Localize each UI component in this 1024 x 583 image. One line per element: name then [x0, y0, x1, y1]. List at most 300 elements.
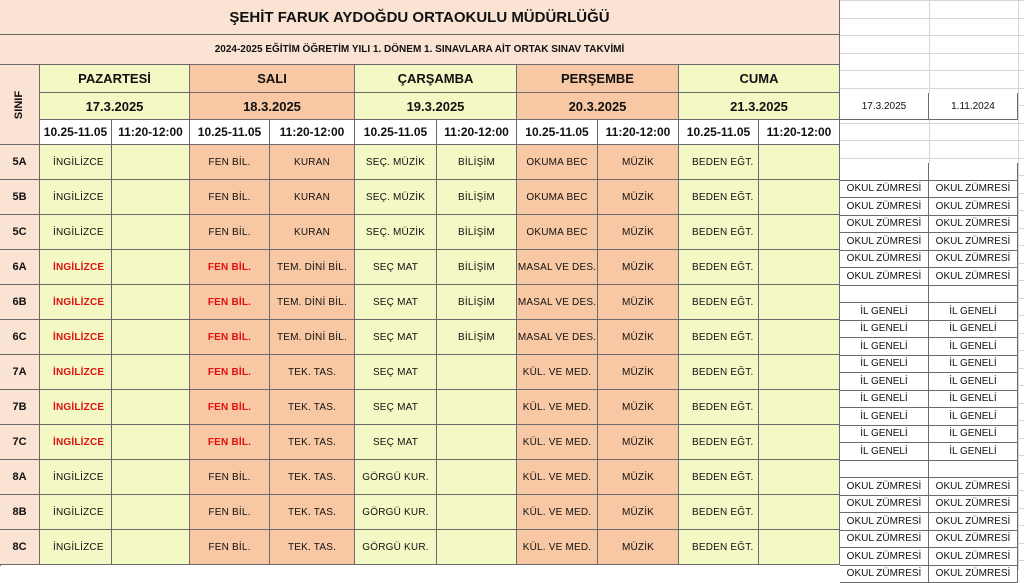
class-label-text: 5C — [12, 226, 26, 238]
time-slot-2-0 — [355, 120, 437, 145]
exam-cell-text: MÜZİK — [622, 332, 654, 343]
exam-cell — [190, 425, 270, 460]
exam-cell-text: MASAL VE DES. — [518, 332, 596, 343]
exam-cell-text: KURAN — [294, 157, 330, 168]
exam-cell-text: SEÇ. MÜZİK — [366, 192, 425, 203]
exam-cell — [270, 285, 355, 320]
exam-cell — [598, 390, 679, 425]
time-slot-4-1 — [759, 120, 840, 145]
exam-cell — [40, 355, 112, 390]
status-cell — [840, 321, 929, 339]
exam-cell-text: MÜZİK — [622, 227, 654, 238]
status-cell — [929, 513, 1018, 531]
status-cell — [840, 461, 929, 479]
status-cell-text: OKUL ZÜMRESİ — [847, 183, 922, 194]
exam-cell-text: SEÇ MAT — [373, 437, 418, 448]
time-slot-1-0-text: 10.25-11.05 — [198, 125, 261, 139]
exam-cell — [40, 495, 112, 530]
exam-cell-text: İNGİLİZCE — [53, 542, 104, 553]
gridline — [840, 88, 1024, 89]
exam-cell-text: BEDEN EĞT. — [692, 157, 753, 168]
gridline — [840, 70, 1024, 71]
status-cell-text: İL GENELİ — [949, 323, 996, 334]
status-cell — [840, 391, 929, 409]
exam-cell — [112, 460, 190, 495]
exam-cell — [437, 355, 517, 390]
status-cell — [929, 443, 1018, 461]
exam-cell — [112, 530, 190, 565]
date-header-1 — [190, 93, 355, 120]
date-header-0 — [40, 93, 190, 120]
exam-cell-text: KÜL. VE MED. — [523, 472, 592, 483]
day-header-1 — [190, 65, 355, 93]
exam-cell-text: BEDEN EĞT. — [692, 437, 753, 448]
exam-cell — [759, 145, 840, 180]
status-cell — [840, 548, 929, 566]
status-cell-text: OKUL ZÜMRESİ — [936, 218, 1011, 229]
status-cell — [840, 531, 929, 549]
exam-cell — [517, 215, 598, 250]
status-cell-text: İL GENELİ — [860, 428, 907, 439]
status-cell-text: OKUL ZÜMRESİ — [847, 533, 922, 544]
exam-cell-text: MÜZİK — [622, 472, 654, 483]
exam-cell — [517, 285, 598, 320]
exam-cell-text: BİLİŞİM — [458, 157, 495, 168]
status-cell-text: İL GENELİ — [949, 393, 996, 404]
exam-cell — [355, 390, 437, 425]
exam-cell-text: BİLİŞİM — [458, 332, 495, 343]
exam-cell-text: İNGİLİZCE — [53, 227, 104, 238]
exam-cell — [517, 355, 598, 390]
time-slot-2-0-text: 10.25-11.05 — [364, 125, 427, 139]
status-cell-text: OKUL ZÜMRESİ — [847, 201, 922, 212]
exam-cell — [517, 495, 598, 530]
status-cell — [840, 373, 929, 391]
status-cell-text: OKUL ZÜMRESİ — [847, 481, 922, 492]
exam-cell — [679, 215, 759, 250]
exam-cell-text: GÖRGÜ KUR. — [362, 472, 428, 483]
time-slot-0-1 — [112, 120, 190, 145]
status-cell-text: İL GENELİ — [860, 306, 907, 317]
exam-cell — [679, 530, 759, 565]
date-header-1-text: 18.3.2025 — [243, 99, 301, 114]
exam-cell-text: FEN BİL. — [208, 542, 250, 553]
exam-cell — [270, 180, 355, 215]
exam-cell-text: MÜZİK — [622, 157, 654, 168]
date-header-0-text: 17.3.2025 — [86, 99, 144, 114]
exam-cell-text: TEM. DİNİ BİL. — [277, 297, 347, 308]
exam-cell — [679, 495, 759, 530]
exam-cell-text: TEK. TAS. — [288, 472, 336, 483]
status-cell-text: OKUL ZÜMRESİ — [847, 516, 922, 527]
status-cell — [840, 338, 929, 356]
exam-cell — [437, 320, 517, 355]
status-cell — [929, 251, 1018, 269]
class-label-text: 7B — [12, 401, 26, 413]
exam-cell — [759, 250, 840, 285]
time-slot-4-0 — [679, 120, 759, 145]
status-cell — [840, 513, 929, 531]
exam-cell-text: MÜZİK — [622, 262, 654, 273]
exam-cell — [517, 145, 598, 180]
status-cell — [840, 286, 929, 304]
status-cell-text: İL GENELİ — [860, 446, 907, 457]
status-cell — [929, 233, 1018, 251]
exam-cell — [190, 180, 270, 215]
exam-cell-text: İNGİLİZCE — [53, 437, 104, 448]
status-cell — [929, 426, 1018, 444]
status-cell — [840, 566, 929, 583]
status-cell-text: İL GENELİ — [860, 323, 907, 334]
exam-cell — [190, 495, 270, 530]
exam-cell-text: İNGİLİZCE — [53, 192, 104, 203]
exam-cell-text: SEÇ MAT — [373, 332, 418, 343]
status-cell — [929, 356, 1018, 374]
exam-cell-text: BEDEN EĞT. — [692, 227, 753, 238]
exam-cell — [190, 145, 270, 180]
exam-cell — [355, 285, 437, 320]
exam-cell-text: KÜL. VE MED. — [523, 402, 592, 413]
class-label-text: 8A — [12, 471, 26, 483]
exam-cell-text: KÜL. VE MED. — [523, 437, 592, 448]
status-cell-text: İL GENELİ — [949, 358, 996, 369]
class-label-text: 8C — [12, 541, 26, 553]
exam-cell — [355, 320, 437, 355]
exam-cell — [270, 530, 355, 565]
exam-cell-text: SEÇ MAT — [373, 262, 418, 273]
exam-cell-text: BEDEN EĞT. — [692, 332, 753, 343]
class-label-text: 6C — [12, 331, 26, 343]
class-label — [0, 145, 40, 180]
class-label-text: 8B — [12, 506, 26, 518]
exam-cell-text: BİLİŞİM — [458, 227, 495, 238]
status-cell — [929, 216, 1018, 234]
exam-cell-text: KURAN — [294, 192, 330, 203]
status-cell — [929, 391, 1018, 409]
exam-cell — [437, 180, 517, 215]
page-title-text: ŞEHİT FARUK AYDOĞDU ORTAOKULU MÜDÜRLÜĞÜ — [229, 9, 609, 26]
exam-cell-text: FEN BİL. — [208, 297, 251, 308]
status-cell-text: OKUL ZÜMRESİ — [936, 568, 1011, 579]
status-cell — [840, 198, 929, 216]
exam-cell-text: TEM. DİNİ BİL. — [277, 332, 347, 343]
date-header-2 — [355, 93, 517, 120]
status-cell-text: İL GENELİ — [949, 376, 996, 387]
exam-cell-text: BEDEN EĞT. — [692, 507, 753, 518]
exam-cell — [270, 495, 355, 530]
exam-cell-text: SEÇ MAT — [373, 367, 418, 378]
exam-cell — [190, 215, 270, 250]
exam-cell — [437, 250, 517, 285]
day-header-1-text: SALI — [257, 71, 287, 86]
exam-cell-text: TEK. TAS. — [288, 402, 336, 413]
time-slot-0-1-text: 11:20-12:00 — [118, 125, 183, 139]
exam-cell — [517, 530, 598, 565]
status-cell-text: OKUL ZÜMRESİ — [936, 271, 1011, 282]
exam-cell-text: MASAL VE DES. — [518, 297, 596, 308]
date-header-3 — [517, 93, 679, 120]
exam-cell — [355, 425, 437, 460]
time-slot-1-0 — [190, 120, 270, 145]
status-cell — [840, 163, 929, 181]
side-date-0-text: 17.3.2025 — [862, 101, 907, 112]
exam-cell — [355, 530, 437, 565]
exam-cell — [355, 145, 437, 180]
time-slot-3-1-text: 11:20-12:00 — [606, 125, 671, 139]
status-cell-text: OKUL ZÜMRESİ — [847, 551, 922, 562]
day-header-3 — [517, 65, 679, 93]
exam-cell-text: İNGİLİZCE — [53, 367, 104, 378]
exam-cell-text: FEN BİL. — [208, 227, 250, 238]
status-cell — [929, 321, 1018, 339]
time-slot-2-1 — [437, 120, 517, 145]
exam-cell — [270, 145, 355, 180]
gridline — [840, 18, 1024, 19]
status-cell — [929, 338, 1018, 356]
exam-cell-text: MASAL VE DES. — [518, 262, 596, 273]
exam-cell — [40, 530, 112, 565]
exam-cell — [759, 390, 840, 425]
status-cell — [929, 198, 1018, 216]
exam-cell — [112, 495, 190, 530]
exam-cell — [112, 180, 190, 215]
class-label-text: 7C — [12, 436, 26, 448]
exam-cell-text: TEK. TAS. — [288, 542, 336, 553]
exam-cell — [598, 495, 679, 530]
status-cell-text: OKUL ZÜMRESİ — [847, 271, 922, 282]
exam-cell — [679, 355, 759, 390]
exam-cell — [759, 495, 840, 530]
class-label-text: 6A — [12, 261, 26, 273]
exam-cell — [112, 390, 190, 425]
date-header-4 — [679, 93, 840, 120]
exam-cell — [270, 425, 355, 460]
day-header-2 — [355, 65, 517, 93]
exam-cell-text: TEM. DİNİ BİL. — [277, 262, 347, 273]
exam-cell-text: SEÇ MAT — [373, 297, 418, 308]
exam-cell — [355, 495, 437, 530]
exam-cell-text: BEDEN EĞT. — [692, 542, 753, 553]
exam-cell — [517, 460, 598, 495]
class-label-text: 6B — [12, 296, 26, 308]
status-cell — [840, 303, 929, 321]
exam-cell — [112, 320, 190, 355]
side-date-1-text: 1.11.2024 — [951, 101, 995, 112]
exam-cell — [517, 180, 598, 215]
exam-cell — [270, 460, 355, 495]
status-cell — [840, 496, 929, 514]
status-cell-text: OKUL ZÜMRESİ — [847, 253, 922, 264]
status-cell-text: OKUL ZÜMRESİ — [847, 568, 922, 579]
exam-cell-text: FEN BİL. — [208, 507, 250, 518]
exam-cell-text: MÜZİK — [622, 402, 654, 413]
exam-cell-text: MÜZİK — [622, 507, 654, 518]
exam-cell-text: BİLİŞİM — [458, 262, 495, 273]
status-cell — [840, 426, 929, 444]
exam-cell — [759, 180, 840, 215]
time-slot-2-1-text: 11:20-12:00 — [444, 125, 509, 139]
exam-cell — [112, 285, 190, 320]
exam-cell — [40, 390, 112, 425]
exam-cell — [270, 355, 355, 390]
exam-cell — [437, 530, 517, 565]
exam-cell-text: KÜL. VE MED. — [523, 542, 592, 553]
exam-cell-text: FEN BİL. — [208, 157, 250, 168]
exam-cell-text: FEN BİL. — [208, 262, 251, 273]
status-cell-text: İL GENELİ — [860, 376, 907, 387]
exam-cell-text: TEK. TAS. — [288, 367, 336, 378]
class-label — [0, 215, 40, 250]
exam-cell-text: BEDEN EĞT. — [692, 472, 753, 483]
status-cell — [929, 181, 1018, 199]
exam-cell — [759, 460, 840, 495]
side-date-0 — [840, 93, 929, 120]
exam-cell — [679, 145, 759, 180]
status-cell — [929, 373, 1018, 391]
exam-cell — [437, 145, 517, 180]
status-cell — [840, 478, 929, 496]
status-cell-text: OKUL ZÜMRESİ — [936, 253, 1011, 264]
status-cell-text: İL GENELİ — [949, 411, 996, 422]
exam-cell — [598, 285, 679, 320]
gridline — [840, 35, 1024, 36]
exam-cell — [679, 250, 759, 285]
exam-cell — [598, 215, 679, 250]
exam-cell — [112, 145, 190, 180]
exam-cell — [598, 250, 679, 285]
exam-cell — [270, 215, 355, 250]
status-cell — [840, 181, 929, 199]
exam-cell — [679, 390, 759, 425]
class-label — [0, 460, 40, 495]
exam-cell — [679, 285, 759, 320]
exam-cell — [40, 285, 112, 320]
status-cell-text: İL GENELİ — [860, 341, 907, 352]
exam-cell — [598, 180, 679, 215]
status-cell-text: OKUL ZÜMRESİ — [936, 498, 1011, 509]
exam-cell — [437, 215, 517, 250]
class-label — [0, 355, 40, 390]
status-cell-text: OKUL ZÜMRESİ — [936, 481, 1011, 492]
date-header-4-text: 21.3.2025 — [730, 99, 788, 114]
status-cell — [840, 216, 929, 234]
exam-cell-text: İNGİLİZCE — [53, 262, 104, 273]
status-cell-text: İL GENELİ — [860, 393, 907, 404]
time-slot-0-0 — [40, 120, 112, 145]
exam-cell-text: İNGİLİZCE — [53, 297, 104, 308]
exam-cell — [679, 425, 759, 460]
time-slot-3-0 — [517, 120, 598, 145]
exam-cell-text: GÖRGÜ KUR. — [362, 507, 428, 518]
exam-cell — [679, 460, 759, 495]
exam-cell — [598, 145, 679, 180]
exam-cell — [270, 250, 355, 285]
status-cell-text: OKUL ZÜMRESİ — [936, 201, 1011, 212]
status-cell-text: OKUL ZÜMRESİ — [936, 236, 1011, 247]
status-cell — [840, 251, 929, 269]
exam-cell — [759, 425, 840, 460]
status-cell-text: OKUL ZÜMRESİ — [847, 498, 922, 509]
exam-cell — [598, 530, 679, 565]
exam-cell — [598, 355, 679, 390]
exam-cell — [598, 425, 679, 460]
exam-cell-text: GÖRGÜ KUR. — [362, 542, 428, 553]
exam-cell-text: SEÇ. MÜZİK — [366, 227, 425, 238]
exam-cell-text: İNGİLİZCE — [53, 157, 104, 168]
exam-cell-text: FEN BİL. — [208, 332, 251, 343]
status-cell-text: İL GENELİ — [949, 341, 996, 352]
status-cell-text: İL GENELİ — [949, 428, 996, 439]
page-title — [0, 0, 840, 35]
status-cell — [929, 408, 1018, 426]
day-header-4-text: CUMA — [740, 71, 779, 86]
status-cell-text: OKUL ZÜMRESİ — [847, 218, 922, 229]
exam-cell-text: BEDEN EĞT. — [692, 262, 753, 273]
status-cell-text: OKUL ZÜMRESİ — [936, 516, 1011, 527]
exam-cell — [270, 390, 355, 425]
gridline — [840, 0, 1024, 1]
exam-cell — [40, 180, 112, 215]
exam-cell-text: KÜL. VE MED. — [523, 507, 592, 518]
status-cell — [929, 268, 1018, 286]
time-slot-4-0-text: 10.25-11.05 — [687, 125, 750, 139]
exam-cell — [40, 215, 112, 250]
exam-cell — [679, 320, 759, 355]
class-label — [0, 320, 40, 355]
date-header-2-text: 19.3.2025 — [407, 99, 465, 114]
exam-cell-text: BEDEN EĞT. — [692, 367, 753, 378]
exam-cell-text: BEDEN EĞT. — [692, 297, 753, 308]
exam-cell-text: BEDEN EĞT. — [692, 402, 753, 413]
class-label — [0, 250, 40, 285]
status-cell — [929, 163, 1018, 181]
time-slot-3-0-text: 10.25-11.05 — [525, 125, 588, 139]
class-label-text: 5B — [12, 191, 26, 203]
exam-cell-text: MÜZİK — [622, 437, 654, 448]
gridline — [840, 140, 1024, 141]
exam-cell — [355, 250, 437, 285]
status-cell — [840, 408, 929, 426]
exam-cell-text: İNGİLİZCE — [53, 472, 104, 483]
exam-cell — [112, 250, 190, 285]
time-slot-0-0-text: 10.25-11.05 — [44, 125, 107, 139]
exam-cell — [355, 180, 437, 215]
status-cell-text: İL GENELİ — [949, 446, 996, 457]
status-cell-text: OKUL ZÜMRESİ — [847, 236, 922, 247]
exam-cell-text: SEÇ MAT — [373, 402, 418, 413]
status-cell — [929, 461, 1018, 479]
exam-cell — [437, 285, 517, 320]
exam-cell-text: BEDEN EĞT. — [692, 192, 753, 203]
day-header-0 — [40, 65, 190, 93]
exam-cell — [190, 355, 270, 390]
status-cell-text: OKUL ZÜMRESİ — [936, 533, 1011, 544]
exam-cell — [112, 425, 190, 460]
exam-cell — [190, 250, 270, 285]
exam-cell — [190, 390, 270, 425]
status-cell-text: İL GENELİ — [949, 306, 996, 317]
status-cell-text: İL GENELİ — [860, 411, 907, 422]
class-label — [0, 530, 40, 565]
exam-cell — [517, 250, 598, 285]
exam-cell — [759, 355, 840, 390]
class-label — [0, 495, 40, 530]
status-cell — [929, 548, 1018, 566]
status-cell — [929, 566, 1018, 583]
status-cell-text: OKUL ZÜMRESİ — [936, 551, 1011, 562]
class-label — [0, 390, 40, 425]
class-label-text: 5A — [12, 156, 26, 168]
